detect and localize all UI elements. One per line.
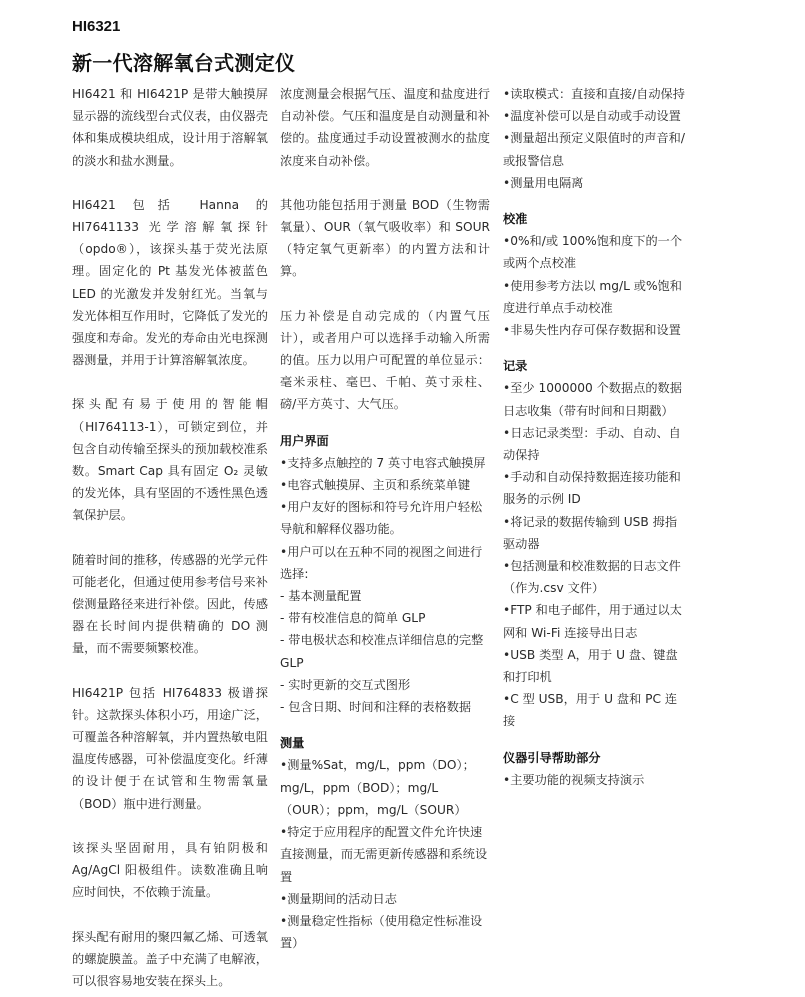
paragraph-probe-durability: 该探头坚固耐用，具有铂阴极和 Ag/AgCl 阳极组件。读数准确且响应时间快，不依赖于流量。 bbox=[72, 840, 268, 900]
paragraph-compensation: 浓度测量会根据气压、温度和盐度进行自动补偿。气压和温度是自动测量和补偿的。盐度通过手动设置被测水的盐度浓度来自动补偿。 bbox=[280, 87, 490, 168]
list-item: •使用参考方法以 mg/L 或%饱和度进行单点手动校准 bbox=[503, 278, 682, 315]
heading-calibration: 校准 bbox=[503, 212, 528, 227]
list-item: •测量超出预定义限值时的声音和/或报警信息 bbox=[503, 131, 685, 168]
list-item: •电容式触摸屏、主页和系统菜单键 bbox=[280, 478, 471, 493]
list-item: •测量期间的活动日志 bbox=[280, 891, 397, 906]
heading-measurement: 测量 bbox=[280, 736, 305, 751]
list-item: •FTP 和电子邮件，用于通过以太网和 Wi-Fi 连接导出日志 bbox=[503, 603, 682, 640]
list-item: •温度补偿可以是自动或手动设置 bbox=[503, 109, 681, 124]
paragraph-pressure: 压力补偿是自动完成的（内置气压计），或者用户可以选择手动输入所需的值。压力以用户可配置的单位显示：毫米汞柱、毫巴、千帕、英寸汞柱、磅/平方英寸、大气压。 bbox=[280, 308, 490, 412]
paragraph-smart-cap: 探头配有易于使用的智能帽（HI764113-1），可锁定到位，并包含自动传输至探头的预加载校准系数。Smart Cap 具有固定 O₂ 灵敏的发光体，具有坚固的不透性黑色透氧保护层。 bbox=[72, 397, 268, 523]
heading-user-interface: 用户界面 bbox=[280, 433, 329, 448]
list-item: •非易失性内存可保存数据和设置 bbox=[503, 323, 681, 338]
list-item: - 基本测量配置 bbox=[280, 589, 362, 604]
list-item: •将记录的数据传输到 USB 拇指驱动器 bbox=[503, 514, 678, 551]
paragraph-optical-probe: HI6421 包括 Hanna 的 HI7641133 光学溶解氧探针（opdo®），该探头基于荧光法原理。固定化的 Pt 基发光体被蓝色 LED 的光激发并发射红光。当氧与发光体相互作用时，它降低了发光的强度和寿命。发光的寿命由光电探测器测量，并用于计算溶解氧浓度。 bbox=[72, 197, 268, 368]
list-item: •读取模式：直接和直接/自动保持 bbox=[503, 87, 685, 101]
paragraph-other-functions: 其他功能包括用于测量 BOD（生物需氧量）、OUR（氧气吸收率）和 SOUR（特定氧气更新率）的内置方法和计算。 bbox=[280, 197, 490, 279]
paragraph-aging: 随着时间的推移，传感器的光学元件可能老化，但通过使用参考信号来补偿测量路径来进行补偿。因此，传感器在长时间内提供精确的 DO 测量，而不需要频繁校准。 bbox=[72, 552, 268, 656]
list-item: •日志记录类型：手动、自动、自动保持 bbox=[503, 425, 681, 463]
list-item: •测量稳定性指标（使用稳定性标准设置） bbox=[280, 913, 483, 951]
column-middle bbox=[280, 83, 490, 954]
list-item: •测量%Sat，mg/L，ppm（DO）；mg/L，ppm（BOD）；mg/L（OUR）；ppm，mg/L（SOUR） bbox=[280, 758, 475, 817]
paragraph-polarographic-probe: HI6421P 包括 HI764833 极谱探针。这款探头体积小巧，用途广泛，可覆盖各种溶解氧，并内置热敏电阻温度传感器，可补偿温度变化。纤薄的设计便于在试管和生物需氧量（BOD）瓶中进行测量。 bbox=[72, 685, 268, 811]
list-item: - 带电极状态和校准点详细信息的完整 GLP bbox=[280, 633, 484, 670]
list-item: •C 型 USB，用于 U 盘和 PC 连接 bbox=[503, 692, 678, 729]
list-item: •USB 类型 A，用于 U 盘、键盘和打印机 bbox=[503, 647, 678, 685]
list-item: - 包含日期、时间和注释的表格数据 bbox=[280, 700, 472, 715]
column-right bbox=[503, 83, 688, 791]
list-item: •主要功能的视频支持演示 bbox=[503, 772, 645, 787]
paragraph-intro: HI6421 和 HI6421P 是带大触摸屏显示器的流线型台式仪表，由仪器壳体和集成模块组成，设计用于溶解氧的淡水和盐水测量。 bbox=[72, 87, 268, 168]
list-item: •特定于应用程序的配置文件允许快速直接测量，而无需更新传感器和系统设置 bbox=[280, 825, 488, 884]
document-title: 新一代溶解氧台式测定仪 bbox=[72, 51, 296, 75]
list-item: •用户友好的图标和符号允许用户轻松导航和解释仪器功能。 bbox=[280, 500, 483, 537]
list-item: •0%和/或 100%饱和度下的一个或两个点校准 bbox=[503, 234, 683, 271]
heading-logging: 记录 bbox=[503, 359, 528, 374]
heading-help: 仪器引导帮助部分 bbox=[503, 750, 601, 765]
list-item: •用户可以在五种不同的视图之间进行选择: bbox=[280, 544, 483, 581]
list-item: •支持多点触控的 7 英寸电容式触摸屏 bbox=[280, 455, 486, 470]
list-item: •测量用电隔离 bbox=[503, 175, 584, 190]
list-item: •手动和自动保持数据连接功能和服务的示例 ID bbox=[503, 470, 681, 507]
list-item: •包括测量和校准数据的日志文件（作为.csv 文件） bbox=[503, 559, 681, 596]
list-item: - 带有校准信息的简单 GLP bbox=[280, 611, 426, 626]
list-item: •至少 1000000 个数据点的数据日志收集（带有时间和日期戳） bbox=[503, 381, 682, 418]
column-left bbox=[72, 83, 268, 992]
list-item: - 实时更新的交互式图形 bbox=[280, 677, 411, 692]
paragraph-membrane-cap: 探头配有耐用的聚四氟乙烯、可透氧的螺旋膜盖。盖子中充满了电解液，可以很容易地安装在探头上。 bbox=[72, 929, 268, 988]
model-number: HI6321 bbox=[72, 18, 121, 35]
